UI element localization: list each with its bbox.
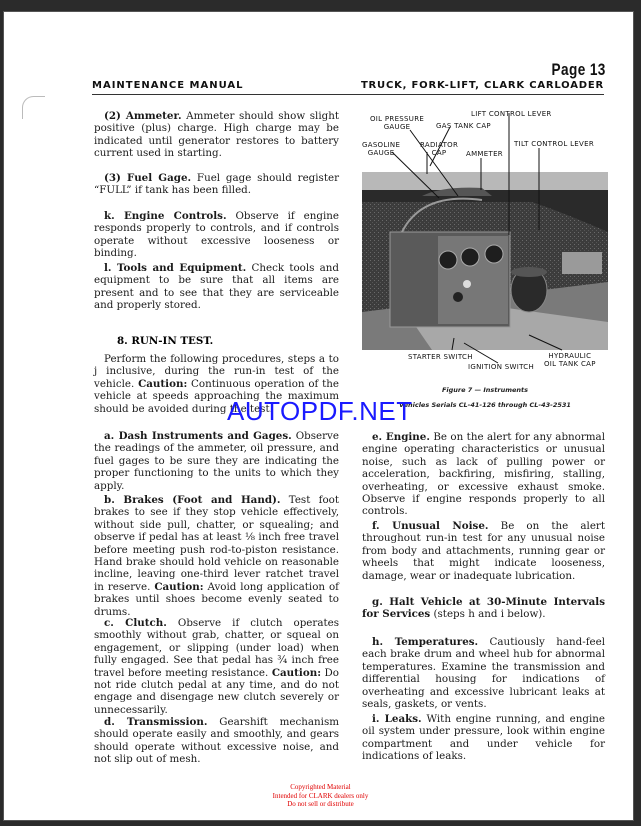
margin-mark [22,96,45,119]
dash-text: Observe the readings of the ammeter, oil pressure, and fuel gages to be sure they are indicating the proper functioning to the units to which they apply. [94,430,339,492]
manual-title: MAINTENANCE MANUAL [92,80,244,91]
label-hydraulic-oil-tank-cap: HYDRAULIC OIL TANK CAP [544,352,596,368]
clutch-label: c. Clutch. [104,617,167,629]
label-tilt-control-lever: TILT CONTROL LEVER [514,140,594,148]
noise-label: f. Unusual Noise. [372,520,489,532]
leaks-label: i. Leaks. [372,713,422,725]
clutch-text: Observe if clutch operates smoothly without grab, chatter, or squeal on engagement, or slipping (under load) when fully engaged. See that pedal has ¾ inch free travel before meeting resistance. [94,617,339,679]
paragraph-engine [362,431,605,518]
paragraph-fuel-gage [94,172,339,197]
tools-text: Check tools and equipment to be sure that all items are present and to see that they are serviceable and properly stored. [94,262,339,312]
paragraph-unusual-noise [362,520,605,582]
ammeter-label: (2) Ammeter. [104,110,182,122]
copyright-notice [0,783,641,809]
paragraph-brakes [94,494,339,618]
paragraph-clutch [94,617,339,716]
page-number: Page 13 [551,60,606,79]
label-lift-control-lever: LIFT CONTROL LEVER [471,110,552,118]
paragraph-ammeter [94,110,339,160]
engine-controls-text: Observe if engine responds properly to controls, and if controls operate without excessive looseness or binding. [94,210,339,260]
clutch-caution-label: Caution: [271,666,321,679]
header-rule [92,94,604,95]
copyright-line-3: Do not sell or distribute [287,800,354,808]
intro-caution-text: Continuous operation of the vehicle at speeds approaching the maximum should be avoided during the test. [94,377,339,415]
paragraph-dash [94,430,339,492]
transmission-label: d. Transmission. [104,716,208,728]
paragraph-transmission [94,716,339,766]
intro-caution-label: Caution: [138,377,188,390]
temperatures-label: h. Temperatures. [372,636,479,648]
label-gas-tank-cap: GAS TANK CAP [436,122,491,130]
halt-label: g. Halt Vehicle at 30-Minute Intervals for Services [362,596,605,621]
halt-text: (steps h and i below). [430,608,546,621]
label-radiator-cap: RADIATOR CAP [420,141,459,157]
label-starter-switch: STARTER SWITCH [408,353,473,361]
brakes-caution-label: Caution: [154,580,204,593]
vehicle-title: TRUCK, FORK-LIFT, CLARK CARLOADER [360,80,604,91]
brakes-text: Test foot brakes to see if they stop vehicle effectively, without side pull, chatter, or squealing; and observe if pedal has at least ⅛ inch free travel before meeting push rod-to-piston resistance. Hand brake should hold vehicle on reasonable incline, leaving one-third lever ratchet travel in reserve. [94,494,339,593]
transmission-text: Gearshift mechanism should operate easily and smoothly, and gears should operate without excessive noise, and not slip out of mesh. [94,716,340,766]
paragraph-temperatures [362,636,605,710]
figure-subcaption: Vehicles Serials CL-41-126 through CL-43-2531 [399,401,571,409]
paragraph-tools [94,262,339,312]
temperatures-text: Cautiously hand-feel each brake drum and wheel hub for abnormal temperatures. Examine the transmission and differential housing for indications of overheating and excessive lubricant leaks at seals, gaskets, or vents. [362,636,606,711]
tools-label: l. Tools and Equipment. [104,262,247,274]
intro-text: Perform the following procedures, steps a to j inclusive, during the run-in test of the vehicle. [94,353,339,390]
engine-text: Be on the alert for any abnormal engine operating characteristics or unusual noise, such as lack of pulling power or acceleration, backfiring, misfiring, stalling, overheating, or excessive exhaust smoke. Observe if engine responds properly to all controls. [362,431,605,518]
paragraph-engine-controls [94,210,339,260]
fuel-gage-label: (3) Fuel Gage. [104,172,192,184]
engine-controls-label: k. Engine Controls. [104,210,227,222]
figure-caption: Figure 7 — Instruments [441,386,528,394]
figure-instruments [362,110,608,380]
clutch-caution-text: Do not ride clutch pedal at any time, and do not engage and disengage new clutch severely or unnecessarily. [94,666,339,716]
label-ammeter: AMMETER [466,150,503,158]
watermark: AUTOPDF.NET [227,396,413,426]
dash-label: a. Dash Instruments and Gages. [104,430,292,442]
leaks-text: With engine running, and engine oil system under pressure, look within engine compartment and under vehicle for indications of leaks. [362,713,605,763]
ammeter-text: Ammeter should show slight positive (plus) charge. High charge may be indicated until generator restores to battery current used in starting. [94,110,339,160]
copyright-line-2: Intended for CLARK dealers only [272,791,369,800]
paragraph-leaks [362,713,605,763]
copyright-line-1: Copyrighted Material [290,783,351,791]
label-oil-pressure-gauge: OIL PRESSURE GAUGE [370,115,425,131]
noise-text: Be on the alert throughout run-in test for any unusual noise from body and attachments, running gear or wheels that might indicate looseness, damage, wear or inadequate lubrication. [362,520,605,582]
fuel-gage-text: Fuel gage should register “FULL” if tank has been filled. [94,172,339,197]
brakes-label: b. Brakes (Foot and Hand). [104,494,281,506]
section-title: 8. RUN-IN TEST. [117,335,214,347]
brakes-caution-text: Avoid long application of brakes until shoes become evenly seated to drums. [94,580,339,618]
label-ignition-switch: IGNITION SWITCH [468,363,535,371]
label-gasoline-gauge: GASOLINE GAUGE [362,141,401,157]
engine-label: e. Engine. [372,431,430,443]
paragraph-halt-vehicle [362,596,605,621]
